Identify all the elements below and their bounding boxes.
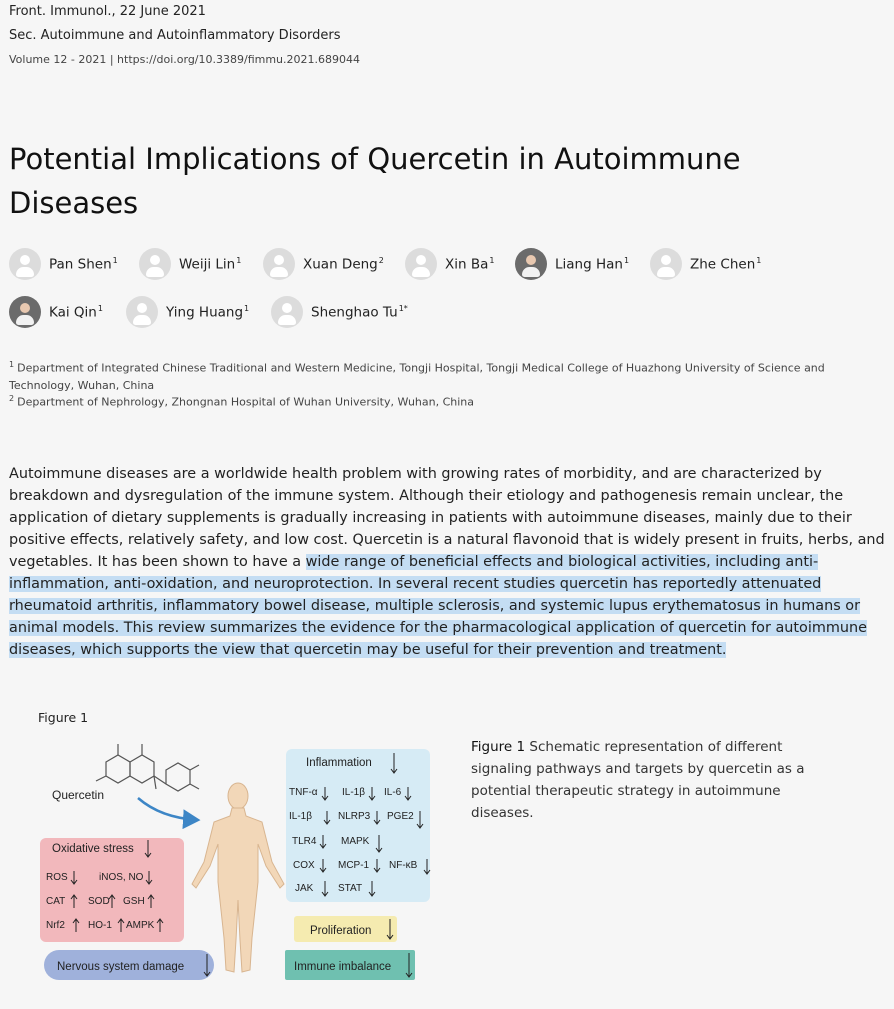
author-kai-qin[interactable]: [9, 296, 103, 328]
author-photo: [515, 248, 547, 280]
oxidative-ho1: HO-1: [88, 920, 112, 931]
author-photo: [9, 296, 41, 328]
author-pan-shen[interactable]: [9, 248, 118, 280]
author-name: Shenghao $Tu^{1*}$: [311, 303, 408, 321]
quercetin-molecule: [96, 744, 199, 791]
quercetin-label: Quercetin: [52, 788, 105, 802]
figure-caption-label[interactable]: Figure 1: [471, 739, 526, 755]
inflammation-title: Inflammation: [306, 757, 372, 769]
author-name: Weiji Lin$^1$: [179, 255, 242, 273]
oxidative-ampk: AMPK: [126, 920, 155, 931]
oxidative-sod: SOD: [88, 896, 110, 907]
oxidative-inos-no: iNOS, NO: [99, 872, 144, 883]
inflammation-stat: STAT: [338, 883, 363, 894]
affiliation-2: $^2$ Department of Nephrology, Zhongnan Hospital of Wuhan University, Wuhan, China: [9, 394, 475, 409]
oxidative-nrf2: Nrf2: [46, 920, 65, 931]
oxidative-stress-title: Oxidative stress: [52, 843, 134, 855]
abstract: [9, 463, 889, 661]
figure-1-diagram[interactable]: [36, 732, 436, 994]
proliferation-box: [294, 916, 397, 942]
inflammation-box: [286, 749, 430, 902]
author-weiji-lin[interactable]: [139, 248, 241, 280]
oxidative-cat: CAT: [46, 896, 66, 907]
author-name: Pan Shen$^1$: [49, 255, 118, 273]
author-xin-ba[interactable]: [405, 248, 494, 280]
author-avatar: [405, 248, 437, 280]
author-name: Xin Ba$^1$: [445, 255, 495, 273]
inflammation-tnf: TNF-α: [289, 787, 318, 798]
author-xuan-deng[interactable]: [263, 248, 384, 280]
inflammation-il1b-a: IL-1β: [342, 787, 365, 798]
author-avatar: [271, 296, 303, 328]
inflammation-nlrp3: NLRP3: [338, 811, 371, 822]
author-avatar: [263, 248, 295, 280]
journal-date: Front. Immunol., 22 June 2021: [9, 4, 206, 19]
abstract-text: Autoimmune diseases are a worldwide health problem with growing rates of morbidity, and are characterized by breakdown and dysregulation of the immune system. Although their etiology and pathogenesis remain unclear, the application of dietary supplements is gradually increasing in patients with autoimmune diseases, mainly due to their positive effects, relatively safety, and low cost. Quercetin is a natural flavonoid that is widely present in fruits, herbs, and vegetables. It has been shown to have a: [9, 466, 885, 570]
affiliation-1: $^1$ Department of Integrated Chinese Traditional and Western Medicine, Tongji Hospital, Tongji Medical College of Huazhong University of Science and Technology, Wuhan, China: [9, 360, 825, 392]
inflammation-tlr4: TLR4: [292, 836, 317, 847]
journal-section[interactable]: Sec. Autoimmune and Autoinflammatory Disorders: [9, 28, 341, 43]
inflammation-nfkb: NF-κB: [389, 860, 418, 871]
author-avatar: [650, 248, 682, 280]
inflammation-il6: IL-6: [384, 787, 402, 798]
author-name: Kai Qin$^1$: [49, 303, 103, 321]
inflammation-cox: COX: [293, 860, 315, 871]
author-name: Ying Huang$^1$: [166, 303, 250, 321]
inflammation-jak: JAK: [295, 883, 314, 894]
author-name: Zhe Chen$^1$: [690, 255, 762, 273]
inflammation-mcp1: MCP-1: [338, 860, 370, 871]
author-avatar: [9, 248, 41, 280]
author-avatar: [139, 248, 171, 280]
article-title: Potential Implications of Quercetin in Autoimmune Diseases: [9, 142, 741, 221]
nervous-system-damage-box: [44, 950, 214, 980]
nervous-system-damage-label: Nervous system damage: [57, 961, 185, 973]
author-avatar: [126, 296, 158, 328]
quercetin-arrow: [138, 798, 198, 820]
figure-caption-text: Schematic representation of different signaling pathways and targets by quercetin as a potential therapeutic strategy in autoimmune diseases.: [471, 739, 805, 821]
abstract-selected-text[interactable]: wide range of beneficial effects and biological activities, including anti-inflammation, anti-oxidation, and neuroprotection. In several recent studies quercetin has reportedly attenuated rheumatoid arthritis, inflammatory bowel disease, multiple sclerosis, and systemic lupus erythematosus in humans or animal models. This review summarizes the evidence for the pharmacological application of quercetin for autoimmune diseases, which supports the view that quercetin may be useful for their prevention and treatment.: [9, 554, 867, 658]
human-body-illustration: [192, 783, 284, 972]
oxidative-stress-box: [40, 838, 184, 942]
figure-caption: [471, 736, 836, 824]
inflammation-il1b-b: IL-1β: [289, 811, 312, 822]
author-name: Xuan Deng$^2$: [303, 255, 384, 273]
author-ying-huang[interactable]: [126, 296, 249, 328]
figure-label: Figure 1: [38, 710, 89, 725]
author-zhe-chen[interactable]: [650, 248, 761, 280]
proliferation-label: Proliferation: [310, 925, 372, 937]
immune-imbalance-label: Immune imbalance: [294, 961, 392, 973]
volume-doi[interactable]: Volume 12 - 2021 | https://doi.org/10.3389/fimmu.2021.689044: [9, 53, 361, 66]
author-liang-han[interactable]: [515, 248, 629, 280]
author-name: Liang Han$^1$: [555, 255, 630, 273]
author-shenghao-tu[interactable]: [271, 296, 408, 328]
oxidative-gsh: GSH: [123, 896, 145, 907]
immune-imbalance-box: [285, 950, 415, 980]
inflammation-mapk: MAPK: [341, 836, 370, 847]
inflammation-pge2: PGE2: [387, 811, 414, 822]
oxidative-ros: ROS: [46, 872, 68, 883]
